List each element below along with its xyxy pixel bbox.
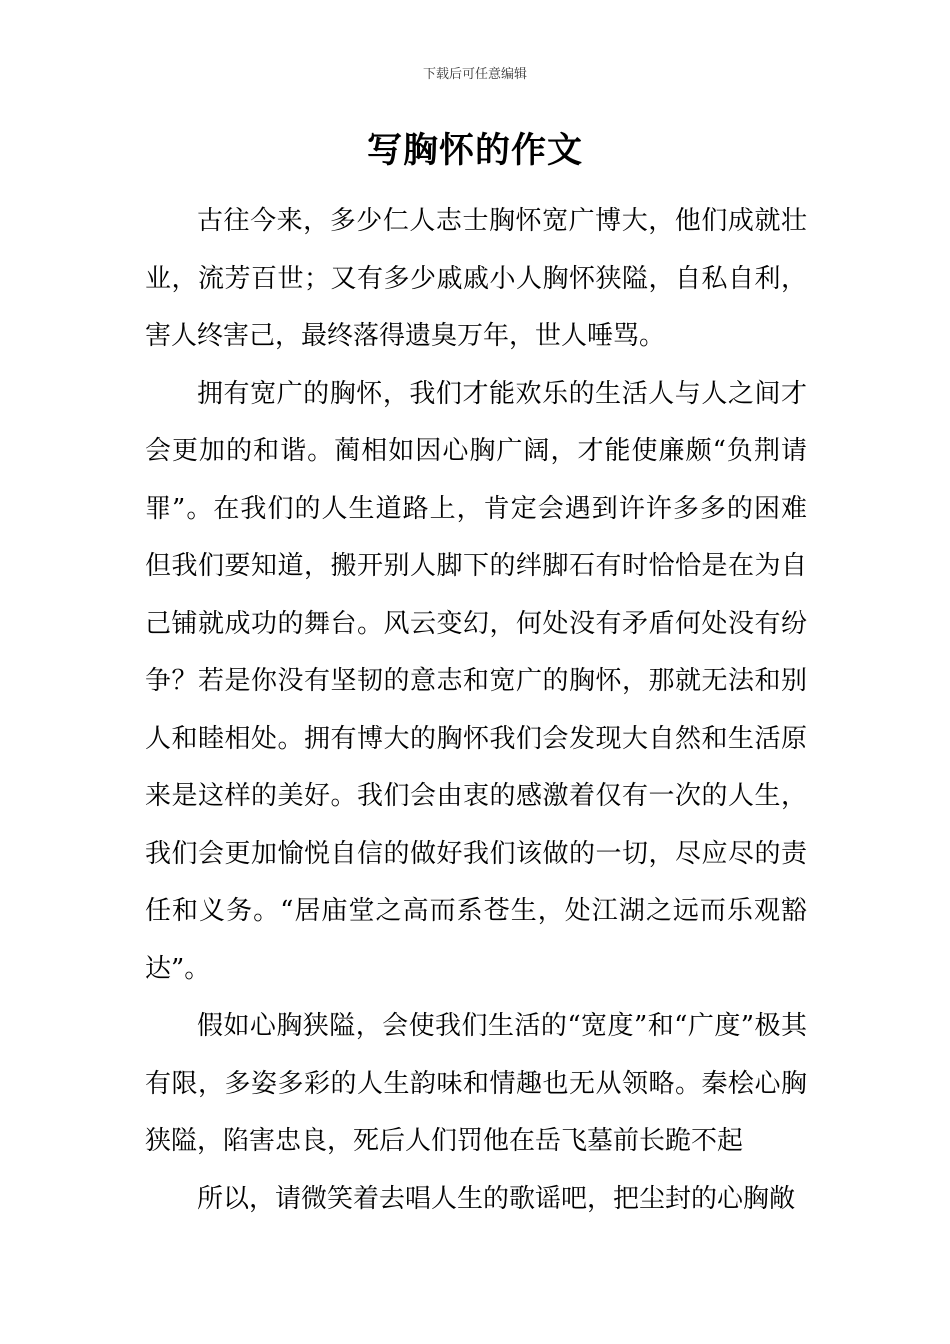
paragraph-4: 所以，请微笑着去唱人生的歌谣吧，把尘封的心胸敞 xyxy=(197,1183,796,1214)
paragraph-3: 假如心胸狭隘，会使我们生活的“宽度”和“广度”极其有限，多姿多彩的人生韵味和情趣也无从领略。秦桧心胸狭隘，陷害忠良，死后人们罚他在岳飞墓前长跪不起 xyxy=(145,1011,807,1156)
document-title: 写胸怀的作文 xyxy=(366,131,583,171)
paragraph-1: 古往今来，多少仁人志士胸怀宽广博大，他们成就壮业，流芳百世；又有多少戚戚小人胸怀狭隘，自私自利，害人终害己，最终落得遗臭万年，世人唾骂。 xyxy=(145,206,807,351)
document-body xyxy=(145,193,807,1228)
header-note: 下载后可任意编辑 xyxy=(422,67,527,82)
paragraph-2: 拥有宽广的胸怀，我们才能欢乐的生活人与人之间才会更加的和谐。蔺相如因心胸广阔，才能使廉颇“负荆请罪”。在我们的人生道路上，肯定会遇到许许多多的困难但我们要知道，搬开别人脚下的绊脚石有时恰恰是在为自己铺就成功的舞台。风云变幻，何处没有矛盾何处没有纷争？若是你没有坚韧的意志和宽广的胸怀，那就无法和别人和睦相处。拥有博大的胸怀我们会发现大自然和生活原来是这样的美好。我们会由衷的感激着仅有一次的人生，我们会更加愉悦自信的做好我们该做的一切，尽应尽的责任和义务。“居庙堂之高而系苍生，处江湖之远而乐观豁达”。 xyxy=(145,378,807,984)
